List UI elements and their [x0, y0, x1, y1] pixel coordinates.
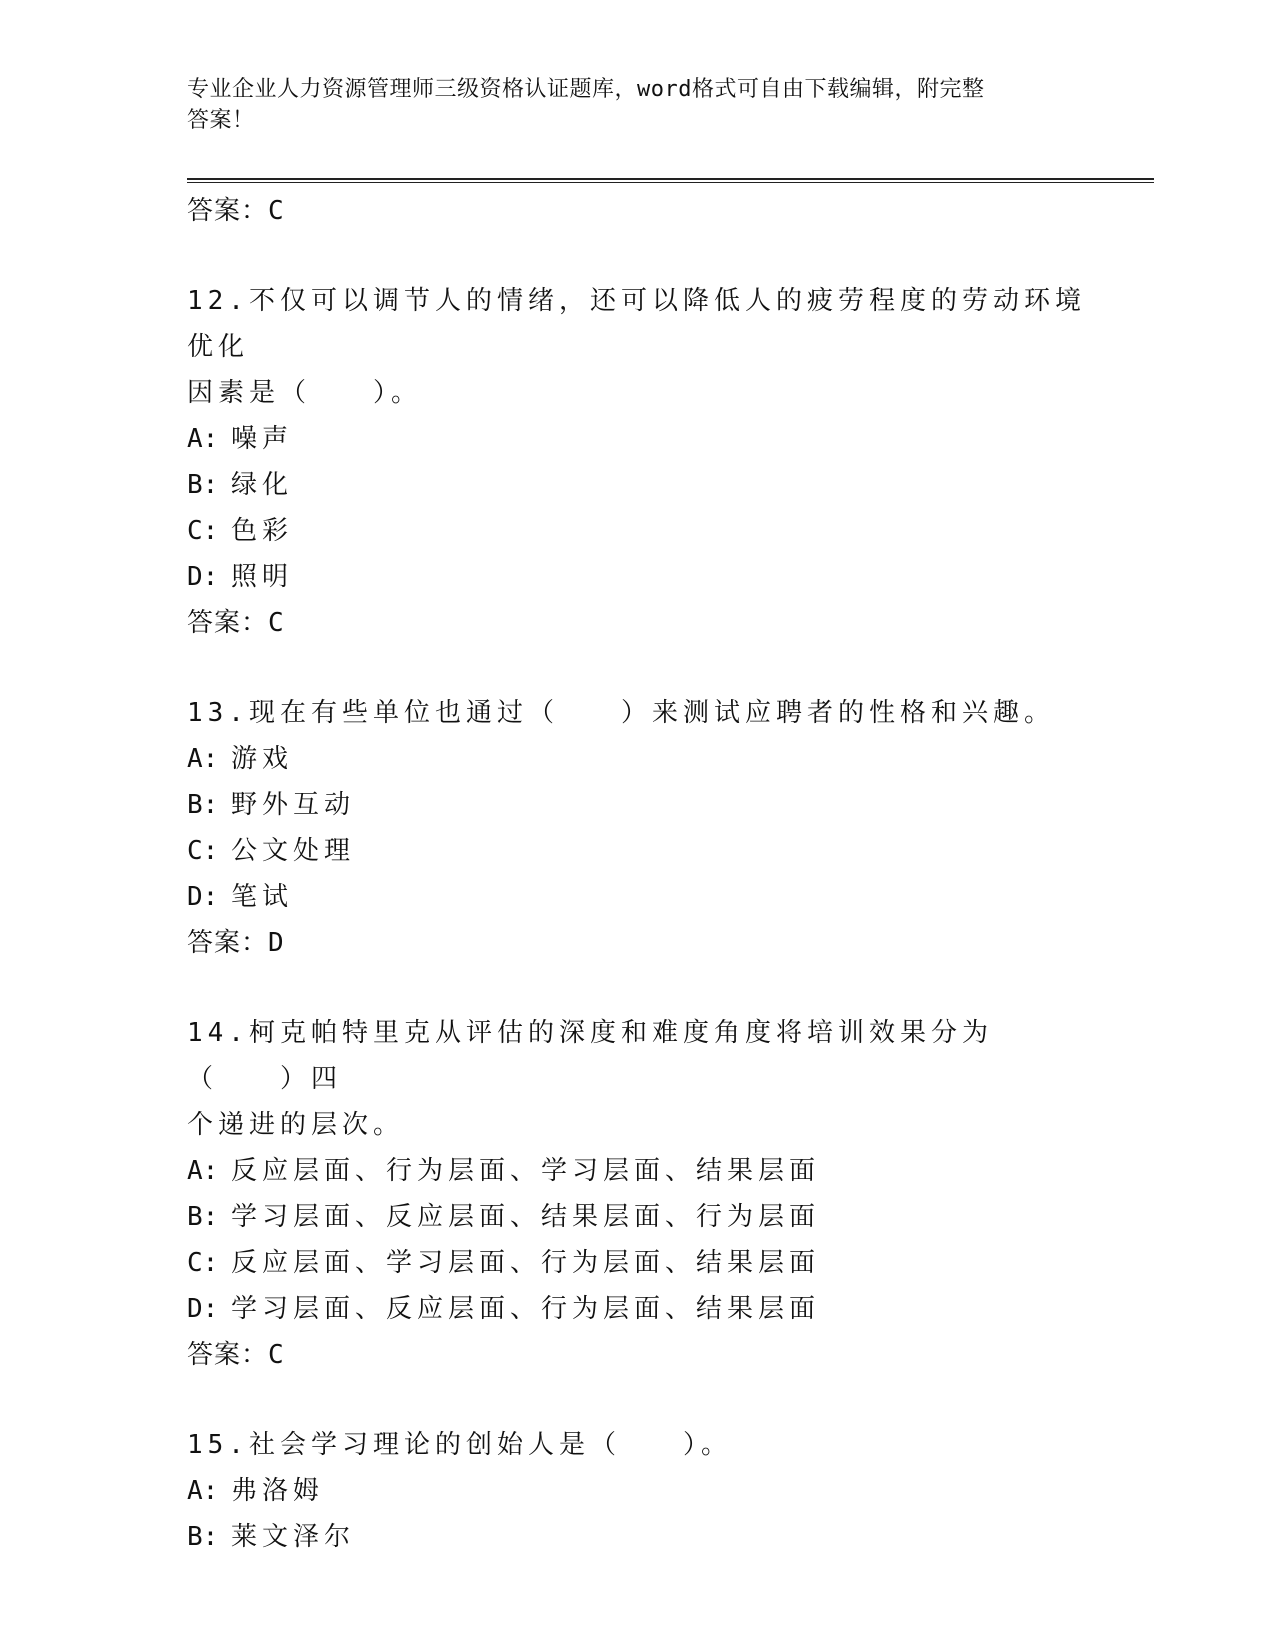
- option-letter: D:: [187, 562, 219, 592]
- answer-line: [187, 600, 1087, 646]
- option-letter: C:: [187, 836, 219, 866]
- option-letter: A:: [187, 744, 219, 774]
- option-letter: C:: [187, 516, 219, 546]
- option-c: [187, 508, 1087, 554]
- question-stem-line: 因素是（ ）。: [187, 378, 423, 408]
- option-text: 色彩: [231, 516, 294, 546]
- option-text: 学习层面、反应层面、结果层面、行为层面: [231, 1202, 821, 1232]
- option-a: [187, 1148, 1087, 1194]
- option-d: [187, 1286, 1087, 1332]
- question-block: [187, 1422, 1087, 1560]
- answer-value: C: [268, 1340, 285, 1370]
- header-text-line-2: 答案！: [187, 108, 255, 133]
- option-c: [187, 1240, 1087, 1286]
- option-letter: B:: [187, 470, 219, 500]
- option-c: [187, 828, 1087, 874]
- answer-line: [187, 1332, 1087, 1378]
- answer-label: 答案：: [187, 196, 269, 226]
- option-d: [187, 874, 1087, 920]
- option-letter: B:: [187, 790, 219, 820]
- question-block: [187, 278, 1087, 646]
- option-text: 噪声: [231, 424, 294, 454]
- option-text: 公文处理: [231, 836, 356, 866]
- question-stem-line: 个递进的层次。: [187, 1110, 405, 1140]
- question-stem-line: 14.柯克帕特里克从评估的深度和难度角度将培训效果分为（ ）四: [187, 1018, 993, 1094]
- answer-value: C: [268, 608, 285, 638]
- option-letter: A:: [187, 424, 219, 454]
- question-stem-line: 12.不仅可以调节人的情绪，还可以降低人的疲劳程度的劳动环境优化: [187, 286, 1086, 362]
- question-stem: [187, 690, 1087, 736]
- option-b: [187, 782, 1087, 828]
- option-a: [187, 736, 1087, 782]
- question-block: [187, 690, 1087, 966]
- option-a: [187, 1468, 1087, 1514]
- option-b: [187, 462, 1087, 508]
- question-stem: [187, 1010, 1087, 1148]
- answer-label: 答案：: [187, 1340, 269, 1370]
- option-b: [187, 1514, 1087, 1560]
- option-letter: A:: [187, 1156, 219, 1186]
- option-text: 游戏: [231, 744, 294, 774]
- option-text: 反应层面、行为层面、学习层面、结果层面: [231, 1156, 821, 1186]
- option-text: 绿化: [231, 470, 294, 500]
- answer-label: 答案：: [187, 928, 269, 958]
- option-letter: C:: [187, 1248, 219, 1278]
- header-divider-thick: [187, 178, 1154, 180]
- option-text: 野外互动: [231, 790, 356, 820]
- option-text: 莱文泽尔: [231, 1522, 356, 1552]
- page-header: [187, 74, 1087, 136]
- answer-value: C: [268, 196, 285, 226]
- option-letter: B:: [187, 1522, 219, 1552]
- question-stem-line: 13.现在有些单位也通过（ ）来测试应聘者的性格和兴趣。: [187, 698, 1055, 728]
- question-stem: [187, 1422, 1087, 1468]
- option-text: 反应层面、学习层面、行为层面、结果层面: [231, 1248, 821, 1278]
- header-divider-thin: [187, 182, 1154, 183]
- option-a: [187, 416, 1087, 462]
- answer-line: [187, 188, 1087, 234]
- question-stem: [187, 278, 1087, 416]
- option-text: 笔试: [231, 882, 294, 912]
- option-b: [187, 1194, 1087, 1240]
- question-list: [187, 188, 1087, 1560]
- option-letter: D:: [187, 882, 219, 912]
- option-text: 学习层面、反应层面、行为层面、结果层面: [231, 1294, 821, 1324]
- option-letter: A:: [187, 1476, 219, 1506]
- option-text: 照明: [231, 562, 294, 592]
- answer-line: [187, 920, 1087, 966]
- option-letter: B:: [187, 1202, 219, 1232]
- option-text: 弗洛姆: [231, 1476, 325, 1506]
- option-d: [187, 554, 1087, 600]
- option-letter: D:: [187, 1294, 219, 1324]
- question-block: [187, 1010, 1087, 1378]
- question-stem-line: 15.社会学习理论的创始人是（ ）。: [187, 1430, 732, 1460]
- answer-value: D: [268, 928, 285, 958]
- answer-label: 答案：: [187, 608, 269, 638]
- header-text-line-1: 专业企业人力资源管理师三级资格认证题库，word格式可自由下载编辑，附完整: [187, 77, 985, 102]
